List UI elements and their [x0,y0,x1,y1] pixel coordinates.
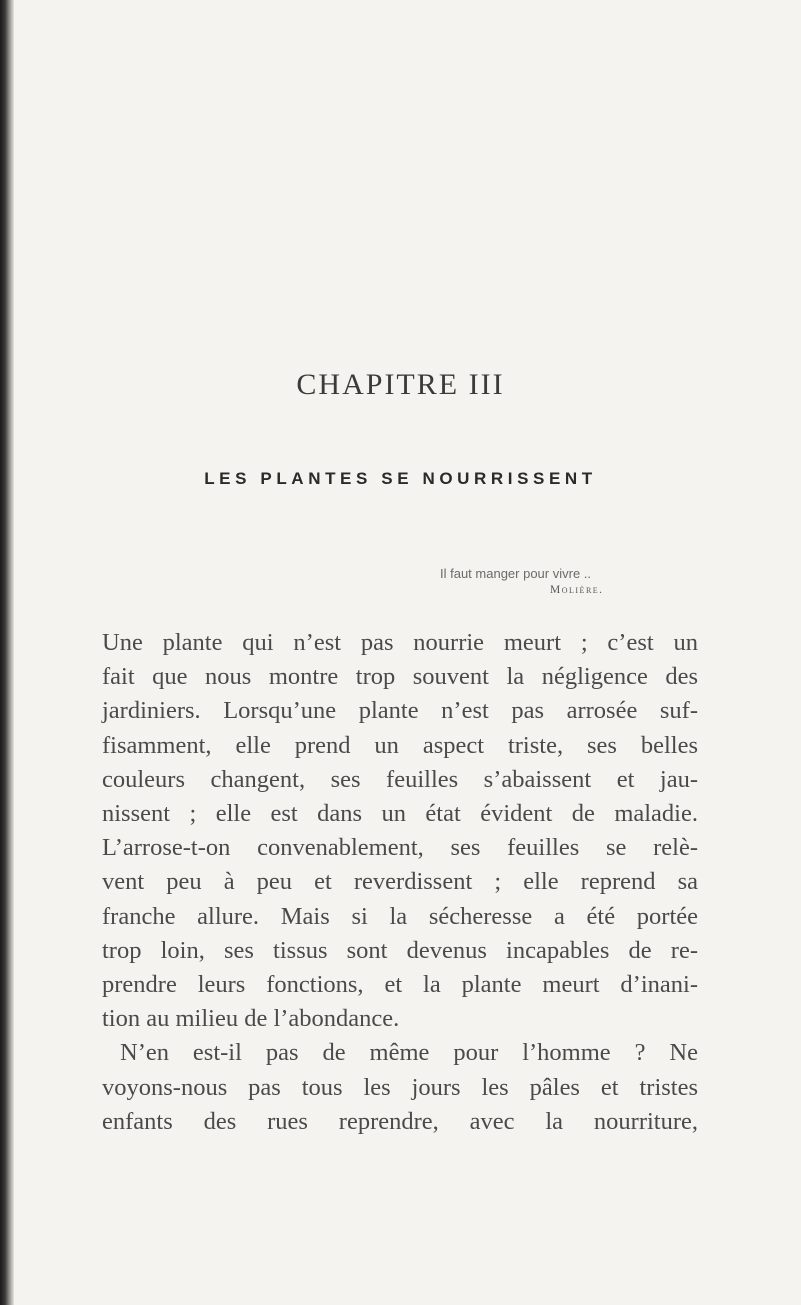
epigraph-author: Molière. [550,584,604,596]
body-line: Une plante qui n’est pas nourrie meurt ; c’est un [102,629,698,656]
body-line: franche allure. Mais si la sécheresse a été portée [102,902,698,930]
body-line: jardiniers. Lorsqu’une plante n’est pas arrosée suf- [102,697,698,725]
body-line: enfants des rues reprendre, avec la nourriture, [102,1107,698,1135]
body-line: tion au milieu de l’abondance. [102,1005,400,1033]
page-binding-edge [0,0,14,1305]
body-line: fisamment, elle prend un aspect triste, ses belles [102,731,698,759]
body-line: fait que nous montre trop souvent la négligence des [102,663,698,691]
body-line: voyons-nous pas tous les jours les pâles et tristes [102,1073,698,1101]
chapter-title: LES PLANTES SE NOURRISSENT [204,469,597,488]
body-line: vent peu à peu et reverdissent ; elle reprend sa [102,868,698,896]
body-text [102,626,698,1139]
epigraph-quote: Il faut manger pour vivre .. [440,566,592,581]
body-line: couleurs changent, ses feuilles s’abaissent et jau- [102,765,698,793]
body-line: L’arrose-t-on convenablement, ses feuilles se relè- [102,834,698,862]
body-line: nissent ; elle est dans un état évident de maladie. [102,800,698,828]
body-line: N’en est-il pas de même pour l’homme ? Ne [120,1039,698,1067]
chapter-number: CHAPITRE III [296,368,505,401]
body-line: prendre leurs fonctions, et la plante meurt d’inani- [102,971,698,999]
body-line: trop loin, ses tissus sont devenus incapables de re- [102,936,698,964]
